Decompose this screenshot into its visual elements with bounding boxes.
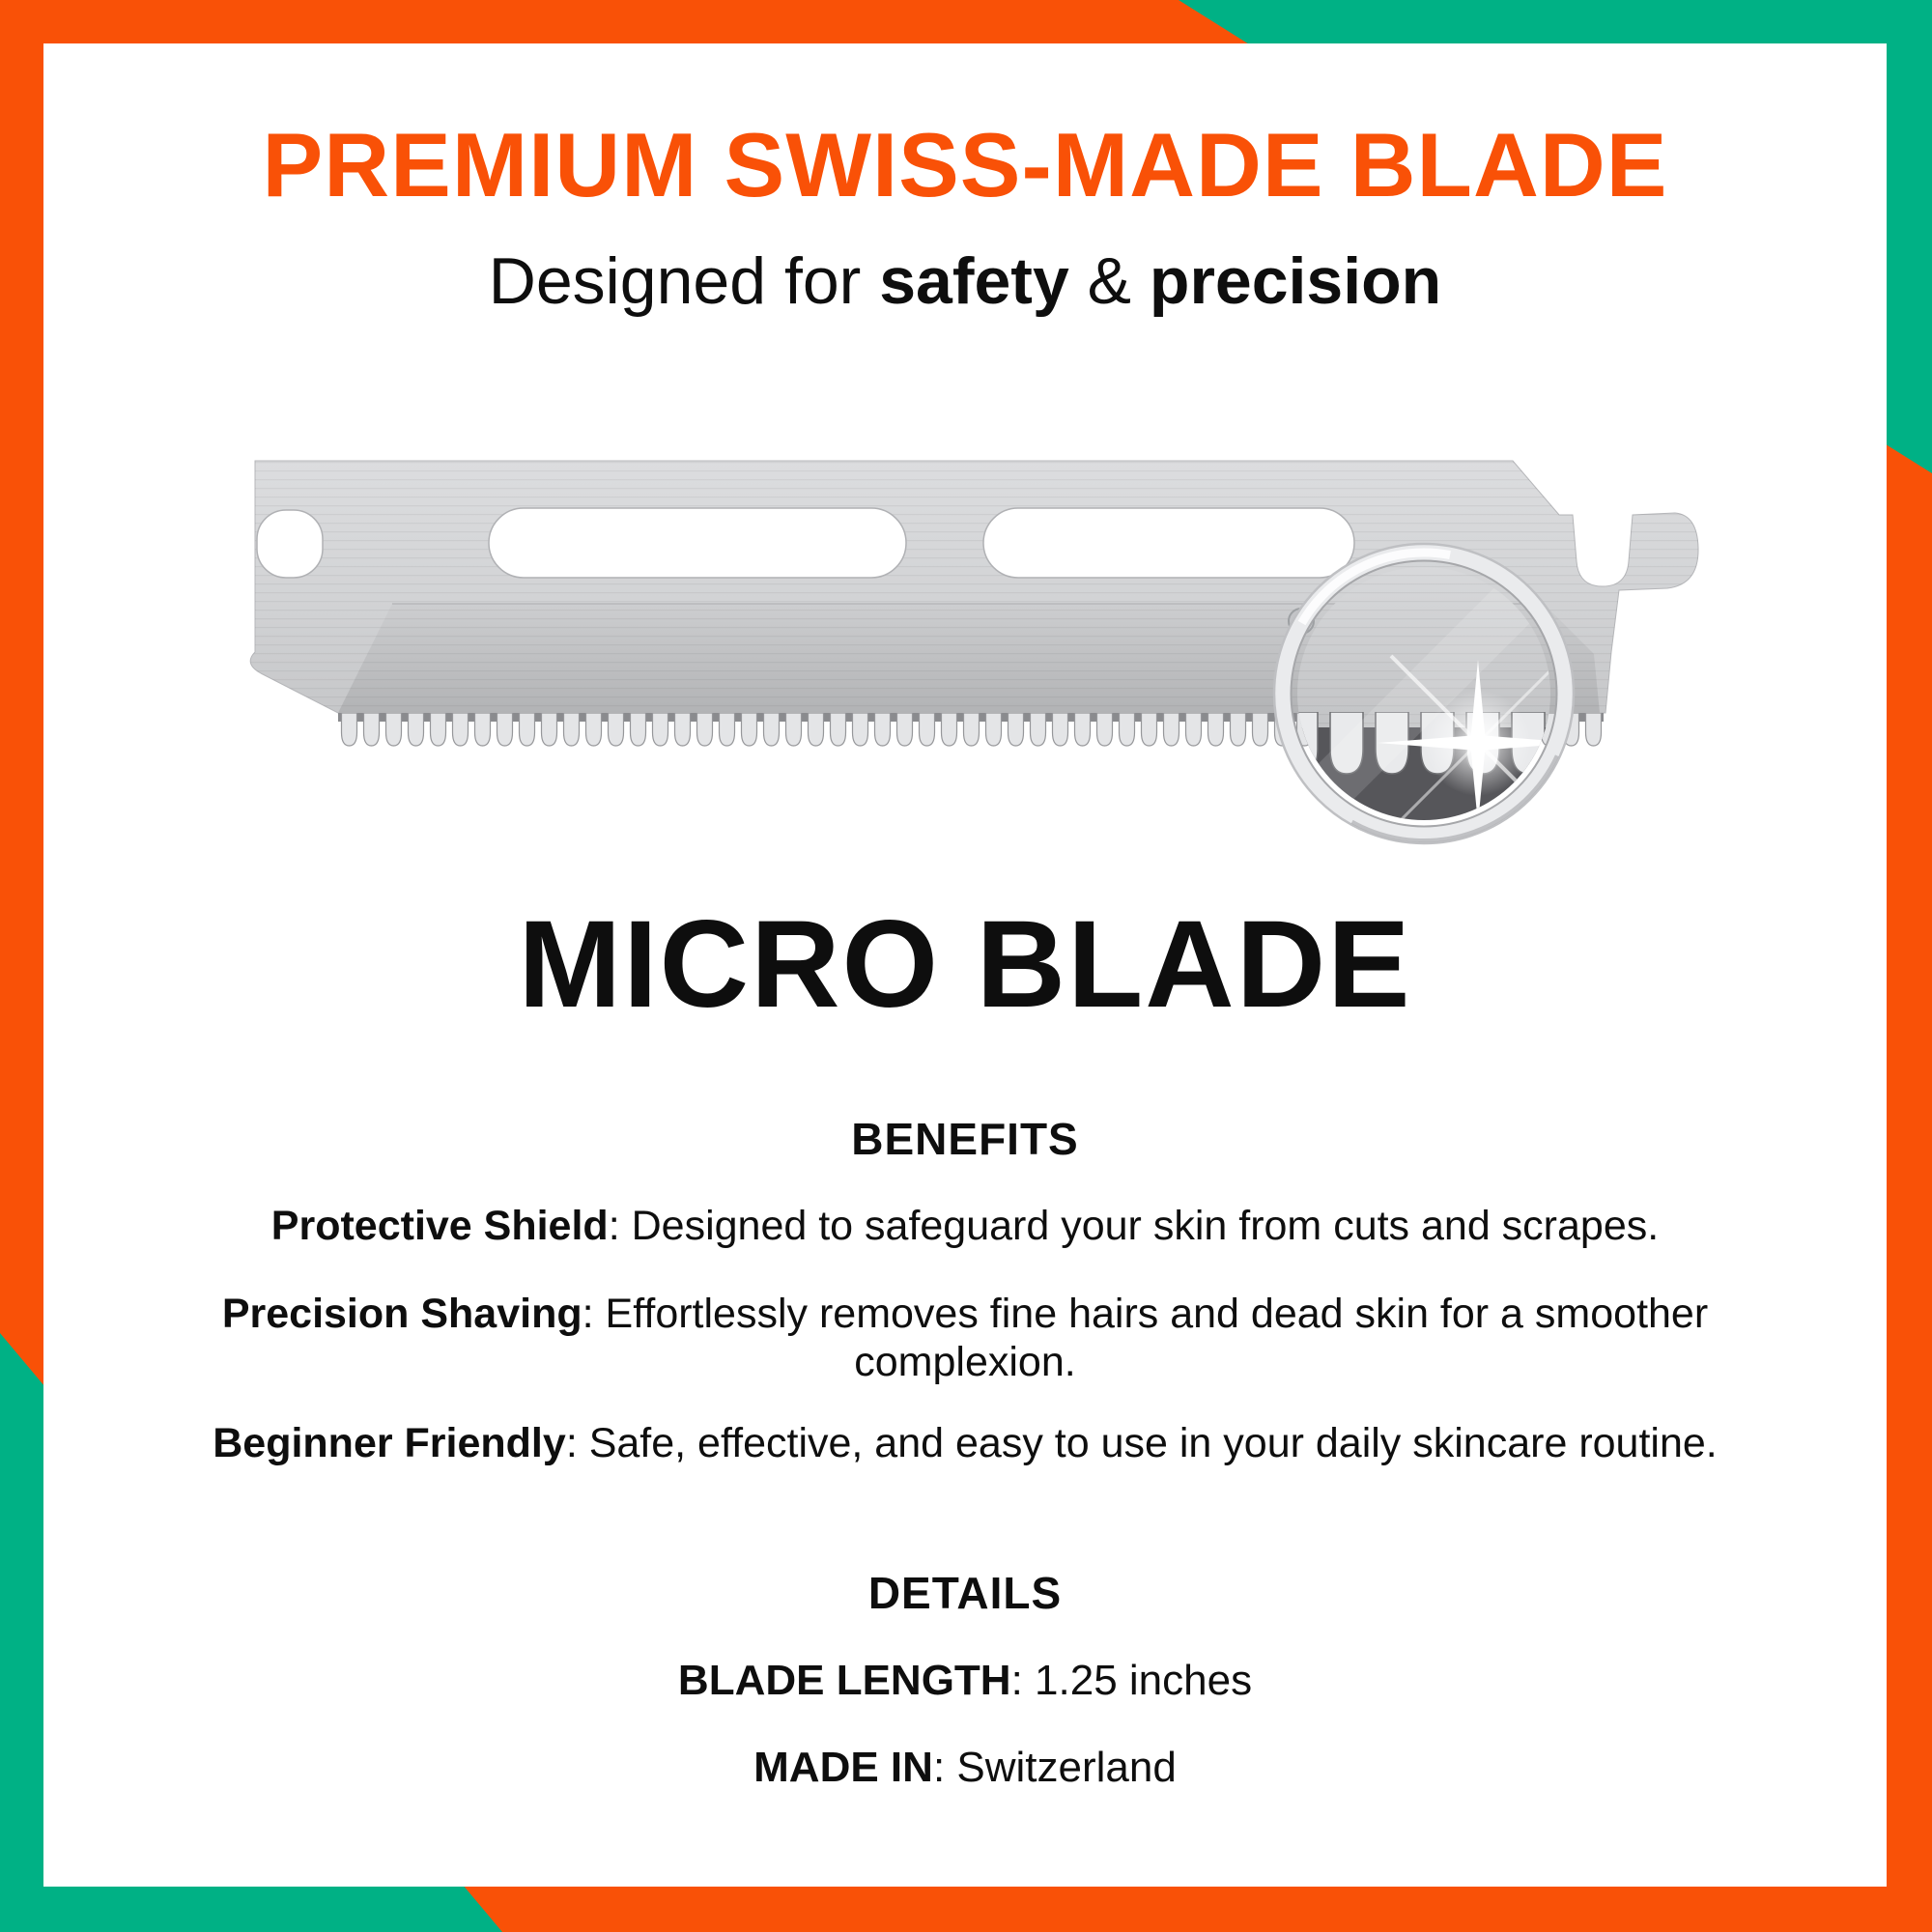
benefit-label: Precision Shaving <box>221 1291 582 1337</box>
subtitle-bold-precision: precision <box>1149 244 1442 318</box>
blade-slot-left <box>489 508 906 578</box>
blade-illustration <box>193 420 1700 874</box>
detail-item-made-in <box>43 1743 1887 1794</box>
subtitle <box>43 242 1887 322</box>
benefit-text: : Safe, effective, and easy to use in your daily skincare routine. <box>565 1420 1718 1466</box>
subtitle-bold-safety: safety <box>879 244 1069 318</box>
benefit-item-precision-shaving <box>202 1291 1728 1387</box>
detail-item-blade-length <box>43 1656 1887 1707</box>
subtitle-regular-1: Designed for <box>488 244 880 318</box>
benefit-text: : Designed to safeguard your skin from cuts and scrapes. <box>608 1203 1660 1249</box>
content-card <box>43 43 1887 1887</box>
benefit-label: Protective Shield <box>270 1203 609 1249</box>
benefit-label: Beginner Friendly <box>213 1420 566 1466</box>
benefit-item-protective-shield <box>43 1202 1887 1252</box>
product-title: MICRO BLADE <box>518 895 1412 1034</box>
subtitle-regular-2: & <box>1068 244 1150 318</box>
detail-label: BLADE LENGTH <box>677 1657 1011 1704</box>
detail-label: MADE IN <box>753 1744 933 1791</box>
details-heading: DETAILS <box>867 1568 1063 1618</box>
benefit-text: : Effortlessly removes fine hairs and dead skin for a smoother complexion. <box>582 1291 1709 1385</box>
benefit-item-beginner-friendly <box>43 1419 1887 1469</box>
benefits-heading: BENEFITS <box>851 1114 1079 1164</box>
blade-illustration-svg <box>193 420 1700 874</box>
detail-text: : 1.25 inches <box>1010 1657 1253 1704</box>
page-title: PREMIUM SWISS-MADE BLADE <box>262 114 1668 215</box>
detail-text: : Switzerland <box>932 1744 1177 1791</box>
blade-slot-right <box>983 508 1354 578</box>
blade-side-notch <box>257 510 323 578</box>
